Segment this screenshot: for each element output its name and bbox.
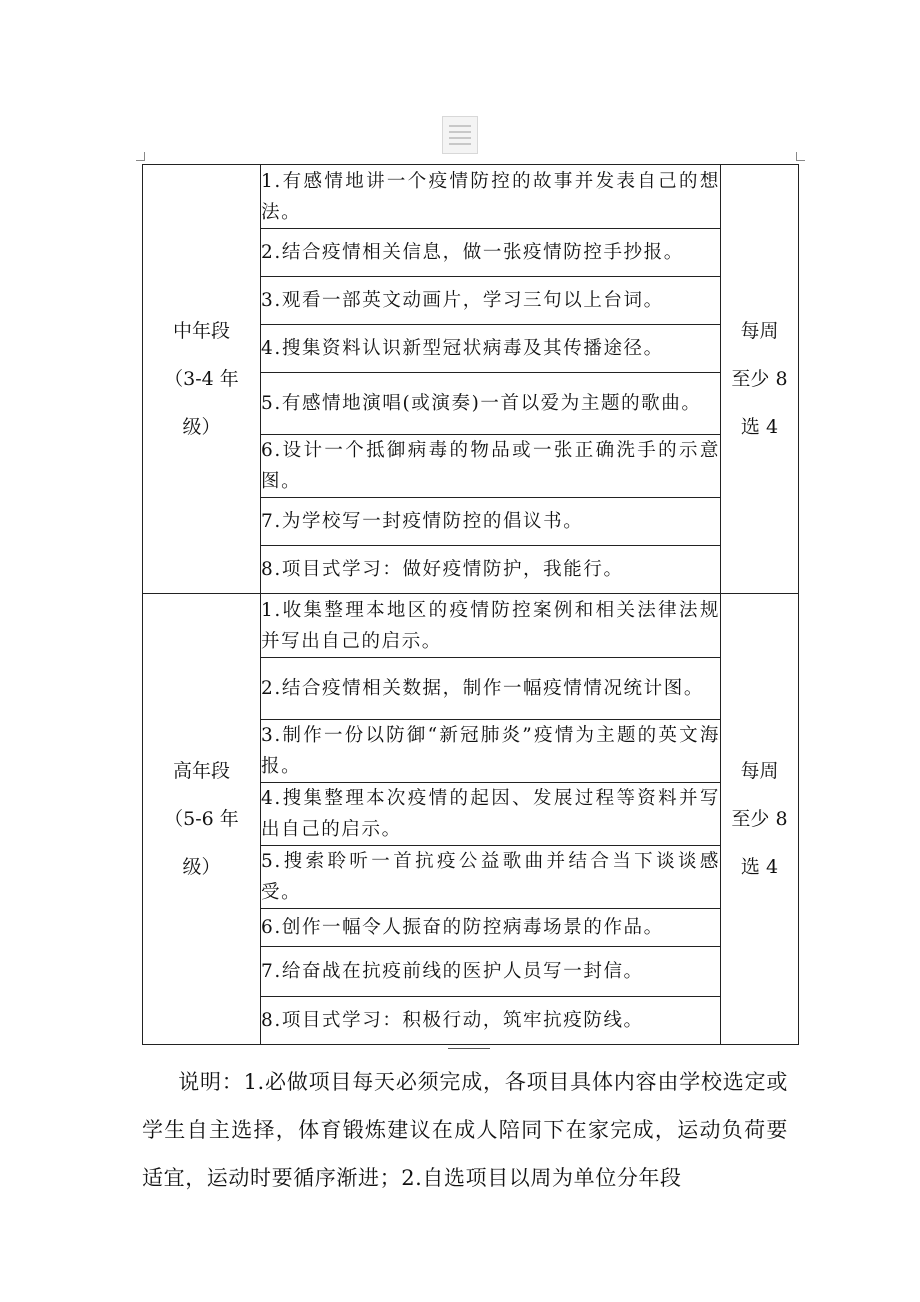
activity-item: 1.有感情地讲一个疫情防控的故事并发表自己的想法。: [261, 165, 721, 229]
page-divider: [448, 1048, 490, 1049]
table-row: [143, 594, 799, 658]
frequency-label: 选 4: [740, 416, 779, 438]
activity-table: [142, 164, 799, 1045]
activity-item: 6.创作一幅令人振奋的防控病毒场景的作品。: [261, 909, 721, 947]
note-paragraph: [142, 1058, 788, 1202]
activity-item: 8.项目式学习：积极行动，筑牢抗疫防线。: [261, 997, 721, 1045]
grade-label: （3-4 年: [164, 368, 239, 390]
frequency-label: 至少 8: [731, 368, 788, 390]
activity-item: 1.收集整理本地区的疫情防控案例和相关法律法规并写出自己的启示。: [261, 594, 721, 658]
activity-item: 6.设计一个抵御病毒的物品或一张正确洗手的示意图。: [261, 435, 721, 498]
grade-cell: [143, 594, 261, 1045]
page-logo-icon: [442, 116, 478, 154]
frequency-label: 每周: [740, 760, 779, 782]
corner-mark: [136, 152, 145, 161]
frequency-label: 选 4: [740, 856, 779, 878]
table-row: [143, 165, 799, 229]
grade-label: 级）: [182, 416, 221, 438]
grade-label: 中年段: [172, 320, 230, 342]
activity-item: 2.结合疫情相关信息，做一张疫情防控手抄报。: [261, 229, 721, 277]
grade-cell: [143, 165, 261, 594]
corner-mark: [796, 152, 805, 161]
activity-item: 2.结合疫情相关数据，制作一幅疫情情况统计图。: [261, 658, 721, 720]
frequency-label: 至少 8: [731, 808, 788, 830]
frequency-cell: [721, 594, 799, 1045]
activity-item: 7.给奋战在抗疫前线的医护人员写一封信。: [261, 947, 721, 997]
activity-item: 8.项目式学习：做好疫情防护，我能行。: [261, 546, 721, 594]
activity-item: 3.制作一份以防御“新冠肺炎”疫情为主题的英文海报。: [261, 720, 721, 783]
activity-item: 4.搜集资料认识新型冠状病毒及其传播途径。: [261, 325, 721, 373]
frequency-label: 每周: [740, 320, 779, 342]
activity-item: 4.搜集整理本次疫情的起因、发展过程等资料并写出自己的启示。: [261, 783, 721, 846]
grade-label: （5-6 年: [164, 808, 239, 830]
activity-item: 7.为学校写一封疫情防控的倡议书。: [261, 498, 721, 546]
grade-label: 级）: [182, 856, 221, 878]
activity-item: 3.观看一部英文动画片，学习三句以上台词。: [261, 277, 721, 325]
note-text: 说明：1.必做项目每天必须完成，各项目具体内容由学校选定或学生自主选择，体育锻炼建议在成人陪同下在家完成，运动负荷要适宜，运动时要循序渐进；2.自选项目以周为单位分年段: [142, 1070, 788, 1190]
grade-label: 高年段: [172, 760, 230, 782]
frequency-cell: [721, 165, 799, 594]
activity-item: 5.有感情地演唱(或演奏)一首以爱为主题的歌曲。: [261, 373, 721, 435]
activity-item: 5.搜索聆听一首抗疫公益歌曲并结合当下谈谈感受。: [261, 846, 721, 909]
